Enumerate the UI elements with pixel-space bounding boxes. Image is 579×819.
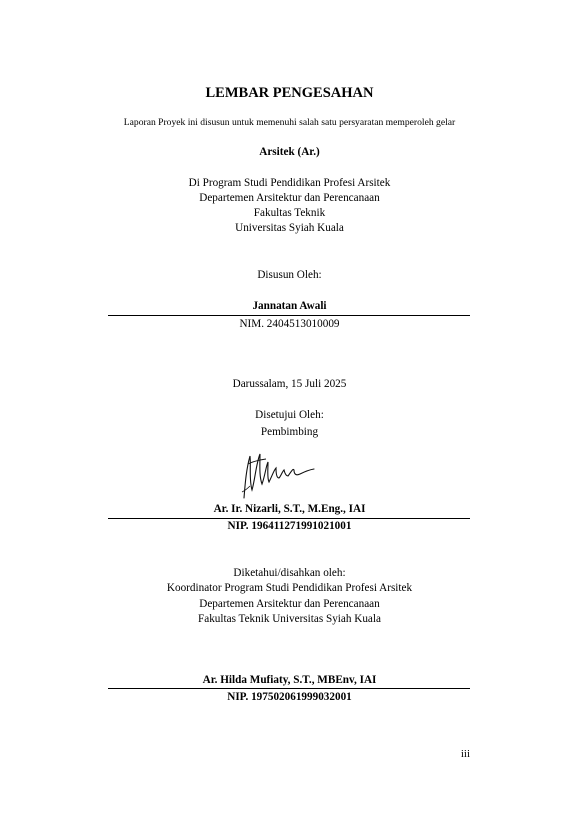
acknowledgement-line: Fakultas Teknik Universitas Syiah Kuala (198, 613, 381, 625)
acknowledgement-label: Diketahui/disahkan oleh: (233, 567, 346, 579)
institution-line: Universitas Syiah Kuala (235, 222, 344, 234)
advisor-name: Ar. Ir. Nizarli, S.T., M.Eng., IAI (213, 503, 366, 515)
author-label: Disusun Oleh: (257, 269, 322, 281)
advisor-signature (238, 450, 316, 500)
author-divider (108, 315, 470, 316)
intro-text: Laporan Proyek ini disusun untuk memenuhi salah satu persyaratan memperoleh gelar (123, 117, 456, 128)
acknowledgement-line: Koordinator Program Studi Pendidikan Profesi Arsitek (166, 582, 413, 594)
author-name: Jannatan Awali (252, 300, 327, 312)
coordinator-divider (108, 688, 470, 689)
advisor-id: NIP. 196411271991021001 (227, 520, 352, 532)
coordinator-id: NIP. 197502061999032001 (227, 691, 352, 703)
institution-line: Fakultas Teknik (253, 207, 326, 219)
approval-label: Disetujui Oleh: (255, 409, 324, 421)
acknowledgement-line: Departemen Arsitektur dan Perencanaan (199, 598, 380, 610)
date-text: Darussalam, 15 Juli 2025 (232, 378, 347, 390)
approval-role: Pembimbing (260, 426, 319, 438)
author-id: NIM. 2404513010009 (239, 318, 340, 330)
degree-text: Arsitek (Ar.) (259, 146, 320, 158)
page-title: LEMBAR PENGESAHAN (205, 85, 374, 101)
institution-line: Di Program Studi Pendidikan Profesi Arsitek (188, 177, 391, 189)
page-number: iii (460, 748, 470, 760)
coordinator-name: Ar. Hilda Mufiaty, S.T., MBEnv, IAI (202, 674, 377, 686)
institution-line: Departemen Arsitektur dan Perencanaan (199, 192, 380, 204)
